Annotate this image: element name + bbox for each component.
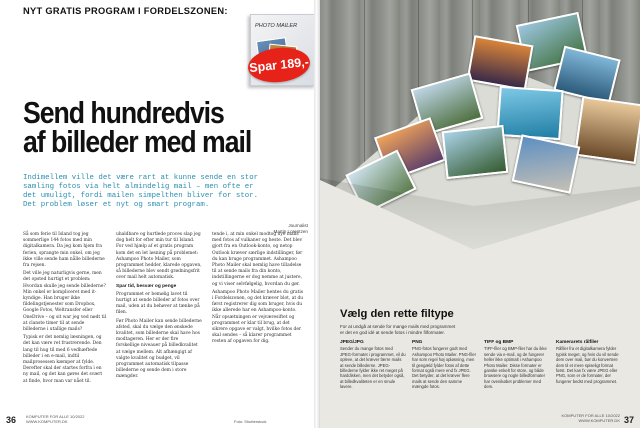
photo-credit: Foto: Shutterstock: [234, 419, 267, 424]
kicker: NYT GRATIS PROGRAM I FORDELSZONEN:: [23, 6, 228, 16]
left-page: [0, 0, 314, 428]
headline-line-2: af billeder med mail: [23, 124, 252, 159]
body-column-2: [116, 232, 203, 383]
photo-print: [442, 125, 509, 179]
filetype-heading: Kamerarets rålfiler: [556, 340, 599, 345]
body-paragraph: Så som ferie til Island tog jeg sommerlige 144 fotos med min digitalkamera. Da jeg kom hjem fra ferien, sprangte min onkel, om jeg ikke ville sende ham nålle billederne fra rejsen.: [23, 232, 105, 269]
filetype-column: [556, 340, 622, 384]
product-name: PHOTO MAILER: [255, 23, 298, 29]
body-paragraph: uhaldbare og hurtlede proces slap jeg dog helt for efter min tur til Island. For ved hjælp af et gratis program kom det en let løsning på problemet: Ashampoo Photo Mailer, som programmet hedder, klarede opgaven, så billederne blev sendt grødningsfrit over mail helt automatisk.: [116, 232, 202, 281]
subheading: Spar tid, besvær og penge: [116, 283, 177, 289]
byline-name: Martin Lorentzen: [273, 229, 308, 234]
lead-line: Det problem løser et nyt og smart program.: [23, 200, 210, 209]
right-page: [320, 0, 640, 428]
folio-line: KOMPUTER FOR ALLE 10/2022: [561, 413, 620, 418]
intro-line: For at undgå at sende for mange mails med programmet: [340, 324, 456, 329]
filetype-column: [412, 340, 478, 390]
page-number-right: 37: [623, 415, 634, 425]
lead-line: det umuligt, fordi mailen simpelthen bliver for stor.: [23, 191, 259, 200]
filetype-heading: TIFF og BMP: [484, 340, 514, 345]
filetype-body: TIFF-filer og BMP-filer har du ikke sende via e-mail, og de fungerer heller ikke optimalt i Ashampoo Photo Mailer. Disse formater er ganske enkelt for store, og både browsere og nogle billedformater har ovenikøbet problemer med dem.: [484, 346, 547, 390]
folio-line: WWW.KOMPUTER.DK: [578, 418, 620, 423]
body-paragraph: Det ville jeg naturligvis gerne, men det opsted hurtigt et problem: Hvordan skulle jeg sende billederne? Min onkel er kompliceret med it-kyndige. Han bruger ikke fildelingstjenester som Dropbox, Google Fotos, Weltransfer eller OneDrive – og sit war jeg ved nødt til at clanste timer til at sende billederne i utallige mails?: [23, 271, 107, 333]
section-title: Vælg den rette filtype: [340, 308, 454, 320]
folio-left: [26, 414, 84, 424]
body-paragraph: Typisk er det nemlig læsningen, og det kan være ret frustrerende. Den lang til hug til med 6 vedhæftede billeder i en e-mail, indtil mailprosessen kæmper at fylde. Derefter skal der startes forfra i en ny mail, og det kan gøres det svært at finde, hvor man var nået til.: [23, 335, 103, 384]
body-paragraph: Programmet er bemølig lavet til hurtigt at sende billeder af fotos over mail, uden at du behøver at tænke på filen.: [116, 291, 200, 316]
filetype-heading: PNG: [412, 340, 423, 345]
folio-right: [562, 413, 620, 423]
filetype-body: Råfiler fra et digitalkamera fylder typisk meget, og hvis du vil sende dem over mail, bør du konvertere dem til et mere spiseligt format først. Det kan fx være JPEG eller PNG, som er de formater, der fungerer bedst med programmet.: [556, 346, 619, 384]
filetype-body: Sender du mange fotos med JPEG-formatet i programmet, vil du opleve, at det kræver færre mails at sende billederne. JPEG-billederne fylder ikke ret meget på harddisken, men det betyder også, at billedkvaliteten er en smule lavere.: [340, 346, 406, 390]
lead-line: Indimellem ville det være rart at kunne sende en stor: [23, 174, 259, 182]
lead-line: samling fotos via helt almindelig mail – men ofte er: [23, 182, 254, 191]
folio-line: KOMPUTER FOR ALLE 10/2022: [26, 414, 85, 419]
filetype-columns: [340, 340, 630, 412]
body-paragraph: Ashampoo Photo Mailer hentes du gratis i Fordelszonen, og det kræver blot, at du først registrerer dig som bruger, hvis du ikke allerede har en Ashampoo-konto. Når opsætningen er vejværesiftet og programmet er klar til brug, at det sikrere opgave er valgt, hvilke fotos der skal sendes – så klarer programmet resten af opgaven for dig.: [212, 289, 304, 345]
body-column-1: [23, 232, 107, 387]
body-paragraph: Før Photo Mailer kan sende billederne afsted, skal du vælge den ønskede kvalitet, som billederne skal have hos modtageren. Her er der fire forskellige niveauer på billedkvalitet at vælge mellem. Alt afhængigt af valgte kvalitet og budget, vil programmet automatisk tilpasse billederne og sende dem i store mængder.: [116, 318, 202, 380]
price-badge: Spar 189,-: [246, 45, 311, 85]
body-paragraph: tende i, at min onkel modtog nye mails med fotos af vulkaner og heste. Det blev gjort fra en Outlook-konto, og netop Outlook kræver særlige indstillinger, før du kan bruge programmet. Ashampoo Photo Mailer skal nemlig have tilladelse til at sende mails fra din konto, indstillingerne er dog nemme at justere, og vi viser selvfølgelig, hvordan du gør.: [212, 232, 303, 287]
folio-line: WWW.KOMPUTER.DK: [26, 419, 68, 424]
lead-paragraph: [23, 174, 305, 210]
headline-line-1: Send hundredvis: [23, 95, 224, 130]
section-intro: [340, 324, 570, 336]
filetype-column: [340, 340, 406, 390]
filetype-body: PNG-fotos fungerer godt med Ashampoo Photo Mailer. PNG-filer har som regel høj opløsning, men til gengæld fylder fotos af dette format også mere end fx JPEG. Det betyder, at det kræver flere mails at sende den samme mængde fotos.: [412, 346, 477, 390]
intro-line: er det en god idé at sende fotos i mindre filformater.: [340, 330, 445, 335]
filetype-column: [484, 340, 550, 390]
filetype-heading: JPEG/JPG: [340, 340, 364, 345]
photo-print: [496, 86, 563, 140]
body-column-3: [212, 232, 304, 348]
photo-print: [574, 96, 640, 164]
byline-role: Journalist: [288, 223, 308, 228]
page-number-left: 36: [6, 415, 17, 425]
